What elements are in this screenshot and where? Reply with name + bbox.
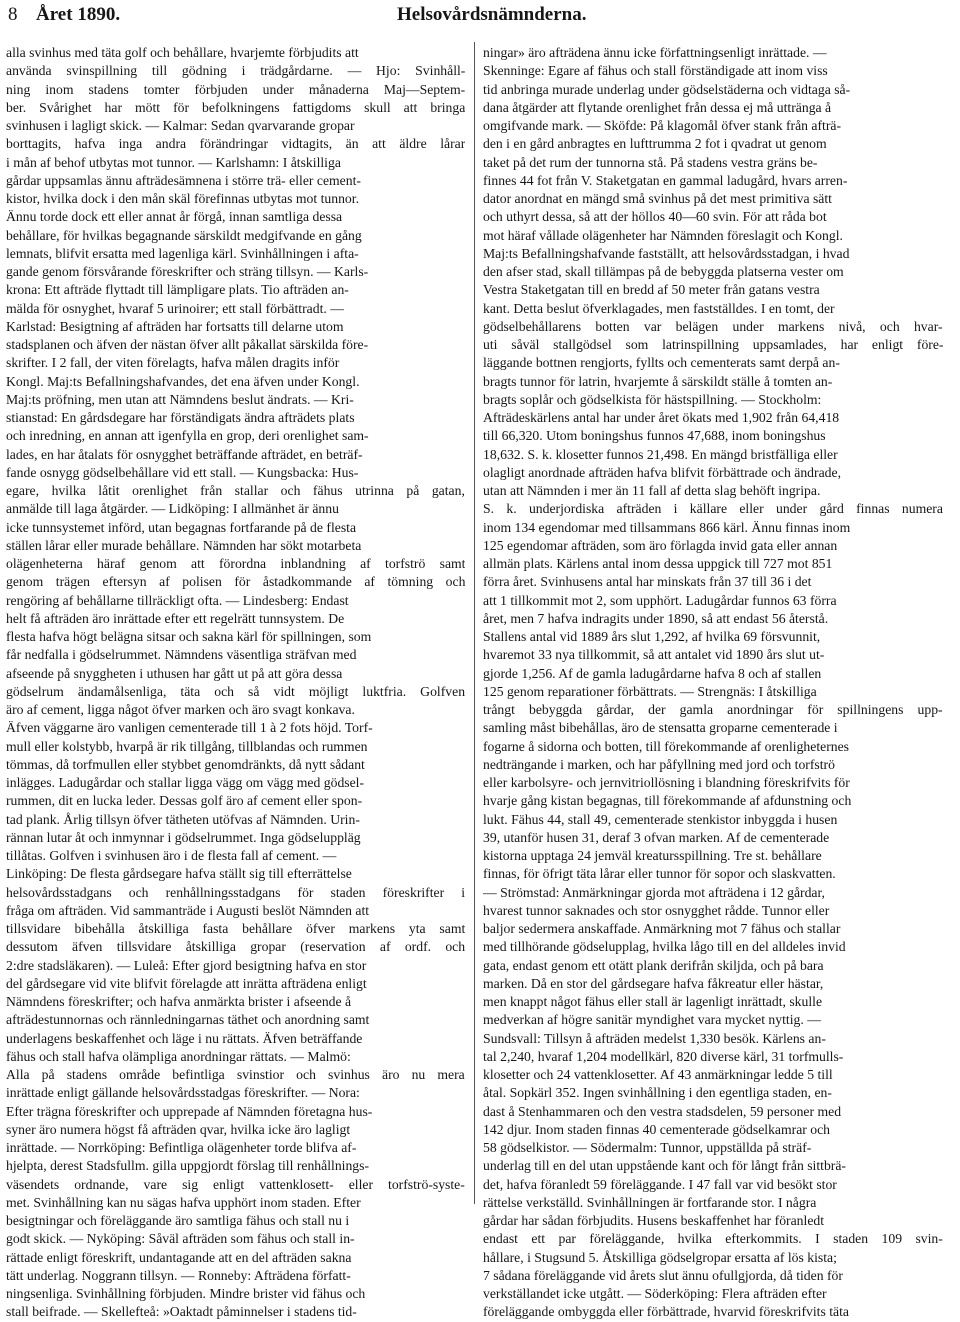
right-column-line: finnes 44 fot från V. Staketgatan en gammal ladugård, hvars arren-	[483, 172, 848, 188]
left-column-line: rummen, dit en lucka leder. Dessas golf äro af cement eller spon-	[6, 793, 363, 809]
left-column-line: inrättade enligt gällande helsovårdsstadgas föreskrifter. — Nora:	[6, 1085, 360, 1101]
right-column-line: det, hafva föranledt 59 föreläggande. I 47 fall var vid besökt stor	[483, 1176, 837, 1192]
left-column-line: helt få afträden äro inrättade efter ett regelrätt tunnsystem. De	[6, 610, 345, 626]
left-column-line: kistor, hvilka dock i den mån skäl förefinnas utbytas mot tunnor.	[6, 191, 359, 206]
right-column-line: marken. Då en stor del gårdsegare hafva fåkreatur eller hästar,	[483, 975, 824, 991]
left-column-line: tömmas, då torfmullen eller stybbet genomdränkts, då nytt sådant	[6, 756, 365, 772]
right-column-line: eller karbolsyre- och jernvitriollösning i blandning föreskrifvits för	[483, 775, 850, 790]
left-column-line: alla svinhus med täta golf och behållare, hvarjemte förbjudits att	[6, 45, 359, 60]
right-column-line: hållare, i Stugsund 5. Åtskilliga gödselgropar ersatta af lös kista;	[483, 1249, 837, 1265]
left-column-line: krona: Ett afträde flyttadt till lämpligare plats. Tio afträden an-	[6, 282, 349, 298]
right-column-line: rättelse verkställd. Svinhållningen är fortfarande stor. I några	[483, 1194, 817, 1210]
left-column-line: genom trägen eftersyn af polisen för åstadkommande af tömning och	[6, 574, 465, 590]
left-column-line: met. Svinhållning kan nu sägas hafva upphört inom staden. Efter	[6, 1194, 361, 1210]
right-column-line: inom 134 egendomar med tillsammans 866 kärl. Ännu finnas inom	[483, 519, 851, 535]
left-column-line: fähus och stall hafva olämpliga anordningar rättats. — Malmö:	[6, 1048, 351, 1064]
right-column-line: 39, utanför husen 31, deraf 3 ofvan marken. Af de cementerade	[483, 829, 830, 845]
right-column-line: tal 2,240, hvaraf 1,204 modellkärl, 820 diverse kärl, 31 torfmulls-	[483, 1048, 844, 1064]
right-column-line: verkställandet icke utgått. — Söderköping: Flera afträden efter	[483, 1286, 827, 1301]
right-column-line: bragts tunnor för latrin, hvarjemte å särskildt ställe å tomten an-	[483, 373, 833, 389]
right-column-line: Skenninge: Egare af fähus och stall förständigade att inom viss	[483, 63, 828, 79]
left-column-line: tillåtas. Golfven i svinhusen äro i de flesta fall af cement. —	[6, 848, 337, 863]
right-column-line: gata, endast genom ett otätt plank derifrån skiljda, och på bara	[483, 957, 824, 973]
right-column-line: Maj:ts Befallningshafvande fastställt, att helsovårdsstadgan, i hvad	[483, 245, 850, 261]
running-title: Helsovårdsnämnderna.	[397, 4, 587, 25]
left-column-line: syner äro numera högst få afträden qvar, hvilka icke äro lagligt	[6, 1121, 351, 1137]
right-column-line: trångt bebyggda gårdar, der gamla anordningar för spillningens upp-	[483, 702, 943, 717]
left-column-line: gande genom försvårande föreskrifter och sträng tillsyn. — Karls-	[6, 264, 369, 279]
right-column-line: S. k. underjordiska afträden i källare eller under gård finnas numera	[483, 501, 943, 517]
right-column-line: föreläggande ombyggda eller förbättrade, hvarvid föreskrifvits täta	[483, 1304, 849, 1320]
left-column-line: egare, hvilka låtit orenlighet från stallar och fähus utrinna på gatan,	[6, 483, 465, 498]
left-column-line: gårdar uppsamlas ännu afträdesämnena i större trä- eller cement-	[6, 172, 361, 188]
left-column-line: fråga om afträden. Vid sammanträde i Augusti beslöt Nämnden att	[6, 902, 370, 918]
left-column-line: får nedfalla i gödselrummet. Nämndens väsentliga sträfvan med	[6, 647, 357, 663]
left-column-line: gödselrum ändamålsenliga, täta och så vidt möjligt luktfria. Golfven	[6, 683, 465, 699]
left-column-line: tad plank. Årlig tillsyn öfver tätheten utöfvas af Nämnden. Urin-	[6, 811, 360, 827]
left-column-line: ning inom stadens tomter förbjuden under månaderna Maj—Septem-	[6, 81, 465, 97]
left-column-line: Kongl. Maj:ts Befallningshafvandes, det ena äfven under Kongl.	[6, 373, 360, 389]
left-column-line: anmälde till laga åtgärder. — Lidköping: I allmänhet är ännu	[6, 501, 339, 517]
right-column-line: utan att Nämnden i mer än 11 fall af detta slag behöft ingripa.	[483, 483, 821, 498]
left-column-line: mälda för osnyghet, hvaraf 5 urinoirer; ett stall förbättradt. —	[6, 300, 344, 316]
left-column-line: Alla på stadens område befintliga svinstior och svinhus äro nu mera	[6, 1067, 465, 1082]
right-column-line: uti såväl stallgödsel som latrinspillning uppsamlades, har enligt före-	[483, 337, 943, 352]
right-column-line: och uthyrt dessa, så att der höllos 40—60 svin. För att råda bot	[483, 209, 827, 225]
left-column-line: äro af cement, ligga något öfver marken och äro svagt konkava.	[6, 702, 355, 717]
left-column-line: stall beifrade. — Skellefteå: »Oaktadt påminnelser i stadens tid-	[6, 1304, 357, 1320]
right-column-line: hvarest tunnor saknades och stor osnygghet rådde. Tunnor eller	[483, 902, 830, 918]
left-column-line: besigtningar och föreläggande äro samtliga fähus och stall nu i	[6, 1213, 350, 1228]
right-column-line: dator anordnat en mängd små svinhus på det mest primitiva sätt	[483, 191, 832, 206]
right-column-line: dana åtgärder att flytande orenlighet från dessa ej må uttränga å	[483, 99, 832, 115]
right-column-line: 125 genom reparationer förbättrats. — Strengnäs: I åtskilliga	[483, 683, 817, 699]
page-header	[0, 4, 960, 30]
right-column-line: kant. Detta beslut öfverklagades, men fastställdes. I en tomt, der	[483, 300, 835, 316]
left-column-line: hjelpta, derest Stadsfullm. gilla uppgjordt förslag till renhållnings-	[6, 1158, 370, 1174]
right-column-line: nedträngande i marken, och har påfyllning med jord och torfströ	[483, 756, 835, 772]
right-column-line: den i en gård anbragtes en lufttrumma 2 fot i qvadrat ut genom	[483, 136, 827, 152]
left-column-line: Äfven väggarne äro vanligen cementerade till 1 à 2 fots höjd. Torf-	[6, 720, 373, 736]
right-column-line: till 66,320. Utom boningshus funnos 47,688, inom boningshus	[483, 428, 826, 444]
left-column-line: stadsplanen och äfven der nästan öfver allt påkallat särskilda före-	[6, 337, 369, 352]
left-column-line: rengöring af behållarne tillräckligt ofta. — Lindesberg: Endast	[6, 592, 349, 608]
right-column-line: fogarne å sidorna och botten, till förekommande af orenligheternes	[483, 738, 850, 754]
left-column-line: i mån af behof utbytas mot tunnor. — Karlshamn: I åtskilliga	[6, 154, 341, 170]
right-column-line: omgifvande mark. — Sköfde: På klagomål öfver stank från afträ-	[483, 118, 842, 133]
right-column-line: den afser stad, skall tillämpas på de bebyggda platserna vester om	[483, 264, 844, 279]
left-column-line: mull eller kolstybb, hvarpå är rik tillgång, tillblandas och rummen	[6, 738, 368, 754]
right-column-line: 18,632. S. k. klosetter funnos 21,498. En mängd bristfälliga eller	[483, 446, 838, 462]
left-column-line: Nämndens föreskrifter; och hafva anmärkta brister i afseende å	[6, 994, 352, 1009]
left-column-line: Efter trägna föreskrifter och upprepade af Nämnden företagna hus-	[6, 1103, 373, 1119]
right-column-line: tid anbringa murade underlag under gödselstäderna och vidtaga så-	[483, 81, 851, 97]
right-column-line: baljor sedermera anskaffade. Anmärkning mot 7 fähus och stallar	[483, 921, 841, 936]
left-column-line: rättade enligt föreskrift, undantagande att en del afträden sakna	[6, 1249, 352, 1265]
right-column-line: mot häraf vållade olägenheter har Nämnden föreslagit och Kongl.	[483, 227, 843, 243]
left-column-line: inrättade. — Norrköping: Befintliga olägenheter torde blifva af-	[6, 1140, 357, 1155]
column-divider	[474, 42, 475, 1204]
left-column-line: icke tunnsystemet införd, utan begagnas fortfarande på de flesta	[6, 519, 357, 535]
left-column-line: tillsvidare bibehålla åtskilliga fasta behållare öfver markens yta samt	[6, 921, 465, 936]
left-column-line: inlägges. Ladugårdar och stallar ligga vägg om vägg med gödsel-	[6, 775, 365, 790]
left-column-line: flesta hafva högt belägna sitsar och sakna kärl för spillningen, som	[6, 629, 372, 644]
left-column-line: afträdestunnornas och rännledningarnas täthet och anordning samt	[6, 1012, 370, 1028]
left-column-line: väsendets ordnande, vare sig enligt vattenklosett- eller torfströ-syste-	[6, 1176, 465, 1192]
right-column-line: hvarje gång kistan begagnas, till förekommande af afdunstning och	[483, 793, 852, 809]
left-column-line: borttagits, hafva inga andra förändringar vidtagits, än att äldre lårar	[6, 136, 465, 152]
right-column-line: gödselbehållarens botten var belägen under markens nivå, och hvar-	[483, 318, 943, 334]
left-column-line: Maj:ts pröfning, men utan att Nämndens beslut ändrats. — Kri-	[6, 391, 354, 407]
year-heading: Året 1890.	[36, 4, 121, 25]
left-column-line: 2:dre stadsläkaren). — Luleå: Efter gjord besigtning hafva en stor	[6, 957, 367, 973]
right-column-line: finnas, för öfrigt täta lårar eller tunnor för sopor och slaskvatten.	[483, 866, 836, 882]
page-number: 8	[8, 4, 18, 25]
right-column-line: att 1 tillkommit mot 2, som upphört. Ladugårdar funnos 63 förra	[483, 592, 837, 608]
left-column-line: olägenheterna häraf genom att förordna inblandning af torfströ samt	[6, 556, 465, 571]
left-column	[6, 44, 465, 1322]
left-column-line: ställen lårar eller murade behållare. Nämnden har sökt motarbeta	[6, 537, 362, 553]
left-column-line: stianstad: En gårdsdegare har förständigats ändra afträdets plats	[6, 410, 355, 425]
right-column-line: gårdar har sådan förbjudits. Husens beskaffenhet har föranledt	[483, 1213, 825, 1228]
right-column-line: läggande bottnen rengjorts, fyllts och cementerats samt derpå an-	[483, 355, 840, 371]
left-column-line: godt skick. — Nyköping: Såväl afträden som fähus och stall in-	[6, 1231, 355, 1247]
right-column-line: kistorna upptaga 24 jemväl kreatursspillning. Tre st. behållare	[483, 848, 822, 863]
right-column-line: Afträdeskärlens antal har under året ökats med 1,902 från 64,418	[483, 410, 840, 425]
left-column-line: använda svinspillning till gödning i trädgårdarne. — Hjo: Svinhåll-	[6, 63, 465, 79]
right-column-line: samling måst bibehållas, äro de stensatta groparne cementerade i	[483, 720, 838, 736]
left-column-line: ningsenliga. Svinhållning förbjuden. Mindre brister vid fähus och	[6, 1286, 366, 1301]
left-column-line: Linköping: De flesta gårdsegare hafva ställt sig till efterrättelse	[6, 866, 352, 882]
right-column-line: åtal. Sopkärl 352. Ingen svinhållning i den egentliga staden, en-	[483, 1085, 832, 1101]
left-column-line: del gårdsegare vid vite blifvit förelagde att inrätta afträdena enligt	[6, 975, 367, 991]
left-column-line: underlagens beskaffenhet och läge i nu rättats. Äfven beträffande	[6, 1030, 363, 1046]
right-column-line: förra året. Svinhusens antal har minskats från 37 till 36 i det	[483, 574, 812, 590]
left-column-line: behållare, för hvilkas begagnande särskildt medgifvande en gång	[6, 227, 362, 243]
left-column-line: svinhusen i lagligt skick. — Kalmar: Sedan qvarvarande gropar	[6, 118, 355, 133]
right-column-line: medverkan af högre sanitär myndighet vara mycket nyttig. —	[483, 1012, 821, 1028]
left-column-line: afseende på snyggheten i uthusen har gått ut på att göra dessa	[6, 665, 343, 681]
right-column-line: 58 gödselkistor. — Södermalm: Tunnor, uppställda på sträf-	[483, 1140, 812, 1155]
right-column-line: lukt. Fähus 44, stall 49, cementerade stenkistor inbyggda i husen	[483, 811, 838, 827]
right-column-line: bragts soplår och gödselkista för hästspillning. — Stockholm:	[483, 391, 822, 407]
left-column-line: rännan lutar åt och inmynnar i gödselrummet. Inga gödseluppläg	[6, 829, 361, 845]
left-column-line: Karlstad: Besigtning af afträden har fortsatts till delarne utom	[6, 318, 344, 334]
left-column-line: dessutom äfven tillsvidare åtskilliga gropar (reservation af ordf. och	[6, 939, 465, 955]
right-column-line: olagligt anordnade afträden hafva blifvit förbättrade och ändrade,	[483, 464, 841, 480]
right-column-line: men knappt något fähus eller stall är lagenligt inrättadt, skulle	[483, 994, 823, 1009]
right-column-line: Sundsvall: Tillsyn å afträden medelst 1,330 besök. Kärlens an-	[483, 1030, 826, 1046]
left-column-line: ber. Svårighet har mött för befolkningens fattigdoms skull att bringa	[6, 99, 465, 115]
left-column-line: lades, en har åtalats för osnygghet beträffande afträdet, en beträf-	[6, 446, 363, 462]
right-column-line: ningar» äro afträdena ännu icke författningsenligt inrättade. —	[483, 45, 827, 60]
right-column-line: hvaremot 33 nya tillkommit, så att antalet vid 1890 års slut ut-	[483, 647, 825, 663]
right-column-line: klosetter och 24 vattenklosetter. Af 43 anmärkningar ledde 5 till	[483, 1067, 833, 1082]
right-column-line: året, men 7 hafva indragits under 1890, så att endast 56 återstå.	[483, 610, 829, 626]
right-column-line: 125 egendomar afträden, som äro förlagda invid gata eller annan	[483, 537, 838, 553]
right-column-line: med tillhörande gödselupplag, hvilka lågo till en del alldeles invid	[483, 939, 846, 955]
right-column-line: allmän plats. Kärlens antal inom dessa uppgick till 727 mot 851	[483, 556, 833, 571]
right-column-line: 142 djur. Inom staden finnas 40 cementerade gödselkamrar och	[483, 1121, 831, 1137]
left-column-line: lemnats, blifvit ersatta med lagenliga kärl. Svinhållningen i afta-	[6, 245, 359, 261]
right-column-line: Vestra Staketgatan till en bredd af 50 meter från gatans vestra	[483, 282, 820, 298]
left-column-line: fande osnygg gödselbehållare vid ett stall. — Kungsbacka: Hus-	[6, 464, 359, 480]
right-column-line: taket på det rum der tunnorna stå. På stadens vestra gräns be-	[483, 154, 818, 170]
left-column-line: helsovårdsstadgans och renhållningsstadgans för staden föreskrifter i	[6, 884, 465, 900]
left-column-line: skrifter. I 2 fall, der viten förelagts, hafva målen dragits inför	[6, 355, 340, 371]
right-column-line: 7 sådana föreläggande vid årets slut ännu ofullgjorda, då tiden för	[483, 1267, 843, 1283]
right-column-line: endast ett par föreläggande, hvilka efterkommits. I staden 109 svin-	[483, 1231, 943, 1247]
right-column	[483, 44, 943, 1322]
right-column-line: — Strömstad: Anmärkningar gjorda mot afträdena i 12 gårdar,	[483, 884, 825, 900]
right-column-line: gjorde 1,256. Af de gamla ladugårdarne hafva 8 och af stallen	[483, 665, 822, 681]
right-column-line: Stallens antal vid 1889 års slut 1,292, af hvilka 69 försvunnit,	[483, 629, 821, 644]
right-column-line: dast å Stenhammaren och den vestra stadsdelen, 59 personer med	[483, 1103, 842, 1119]
left-column-line: Ännu torde dock ett eller annat år förgå, innan samtliga dessa	[6, 209, 343, 225]
left-column-line: och inredning, en annan att igenfylla en grop, deri orenlighet sam-	[6, 428, 369, 444]
left-column-line: tätt underlag. Noggrann tillsyn. — Ronneby: Afträdena författ-	[6, 1267, 351, 1283]
right-column-line: underlag till en del utan uppstående kant och för långt från sittbrä-	[483, 1158, 846, 1174]
